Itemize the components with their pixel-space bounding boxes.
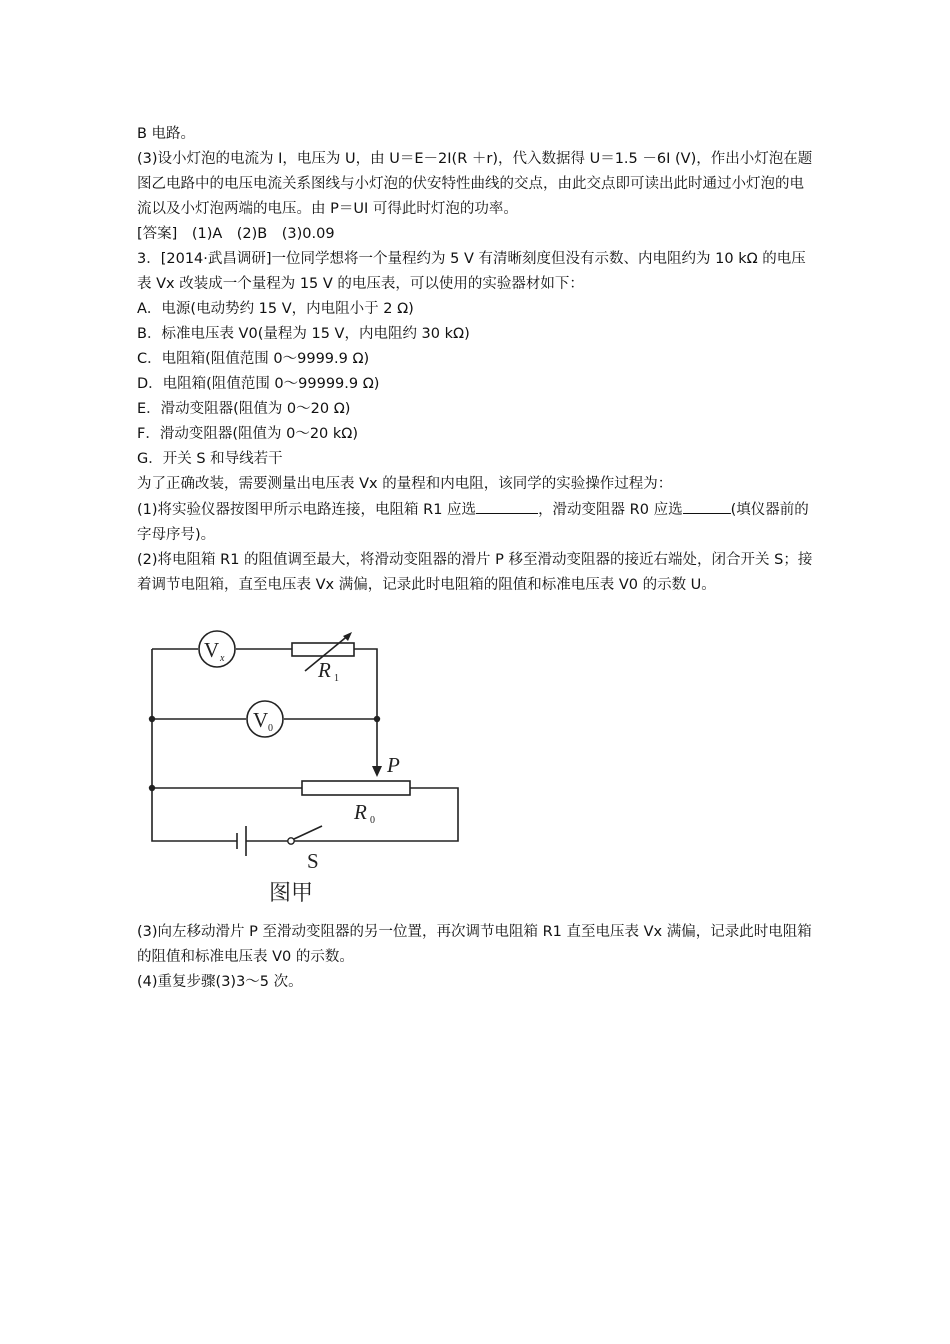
- answer-line: [答案] (1)A (2)B (3)0.09: [137, 226, 335, 242]
- answer-blank-r0[interactable]: [683, 497, 731, 514]
- circuit-diagram: [140, 630, 470, 910]
- left-vertical-wire: [152, 649, 237, 841]
- r0-subscript: 0: [370, 815, 375, 826]
- junction-dot: [374, 716, 380, 722]
- v0-label: V: [253, 708, 269, 732]
- slider-arrowhead: [372, 766, 382, 777]
- text-block-bottom: [137, 920, 817, 995]
- r0-label: R: [354, 800, 367, 824]
- junction-dot: [149, 785, 155, 791]
- option-d: D．电阻箱(阻值范围 0～99999.9 Ω): [137, 376, 380, 392]
- option-b: B．标准电压表 V0(量程为 15 V，内电阻约 30 kΩ): [137, 326, 470, 342]
- option-a: A．电源(电动势约 15 V，内电阻小于 2 Ω): [137, 301, 414, 317]
- r0-resistor-box: [302, 781, 410, 795]
- v0-subscript: 0: [268, 723, 273, 734]
- switch-blade: [294, 826, 322, 839]
- vx-subscript: x: [220, 653, 225, 664]
- paragraph: B 电路。: [137, 126, 196, 142]
- q1-text-b: ，滑动变阻器 R0 应选: [538, 502, 683, 518]
- switch-label: S: [307, 849, 319, 873]
- text-block-top: [137, 122, 817, 598]
- circuit-svg: [140, 630, 470, 910]
- question-part-3: (3)向左移动滑片 P 至滑动变阻器的另一位置，再次调节电阻箱 R1 直至电压表 Vx 满偏，记录此时电阻箱的阻值和标准电压表 V0 的示数。: [137, 924, 812, 965]
- option-f: F．滑动变阻器(阻值为 0～20 kΩ): [137, 426, 359, 442]
- option-e: E．滑动变阻器(阻值为 0～20 Ω): [137, 401, 351, 417]
- figure-caption: 图甲: [269, 881, 314, 906]
- p-label: P: [387, 753, 400, 777]
- option-c: C．电阻箱(阻值范围 0～9999.9 Ω): [137, 351, 370, 367]
- question-part-4: (4)重复步骤(3)3～5 次。: [137, 974, 303, 990]
- r1-subscript: 1: [334, 673, 339, 684]
- question-part-2: (2)将电阻箱 R1 的阻值调至最大，将滑动变阻器的滑片 P 移至滑动变阻器的接近右端处，闭合开关 S；接着调节电阻箱，直至电压表 Vx 满偏，记录此时电阻箱的阻值和标准电压表 V0 的示数 U。: [137, 552, 813, 593]
- switch-contact: [288, 838, 294, 844]
- q1-text-c: (填仪器前的字母序号)。: [137, 502, 809, 543]
- question-part-1: [137, 497, 817, 548]
- vx-label: V: [204, 638, 220, 662]
- junction-dot: [149, 716, 155, 722]
- r1-resistor-box: [292, 643, 354, 656]
- option-g: G．开关 S 和导线若干: [137, 451, 283, 467]
- question-3-stem: 3．[2014·武昌调研]一位同学想将一个量程约为 5 V 有清晰刻度但没有示数、内电阻约为 10 kΩ 的电压表 Vx 改装成一个量程为 15 V 的电压表，可以使用的实验器材如下：: [137, 251, 806, 292]
- q1-text-a: (1)将实验仪器按图甲所示电路连接，电阻箱 R1 应选: [137, 502, 477, 518]
- r1-label: R: [318, 658, 331, 682]
- paragraph: 为了正确改装，需要测量出电压表 Vx 的量程和内电阻，该同学的实验操作过程为：: [137, 476, 673, 492]
- paragraph: (3)设小灯泡的电流为 I，电压为 U，由 U＝E－2I(R ＋r)，代入数据得 U＝1.5 －6I (V)，作出小灯泡在题图乙电路中的电压电流关系图线与小灯泡的伏安特性曲线的交点，由此交点即可读出此时通过小灯泡的电流以及小灯泡两端的电压。由 P＝UI 可得此时灯泡的功率。: [137, 151, 813, 217]
- answer-blank-r1[interactable]: [476, 497, 538, 514]
